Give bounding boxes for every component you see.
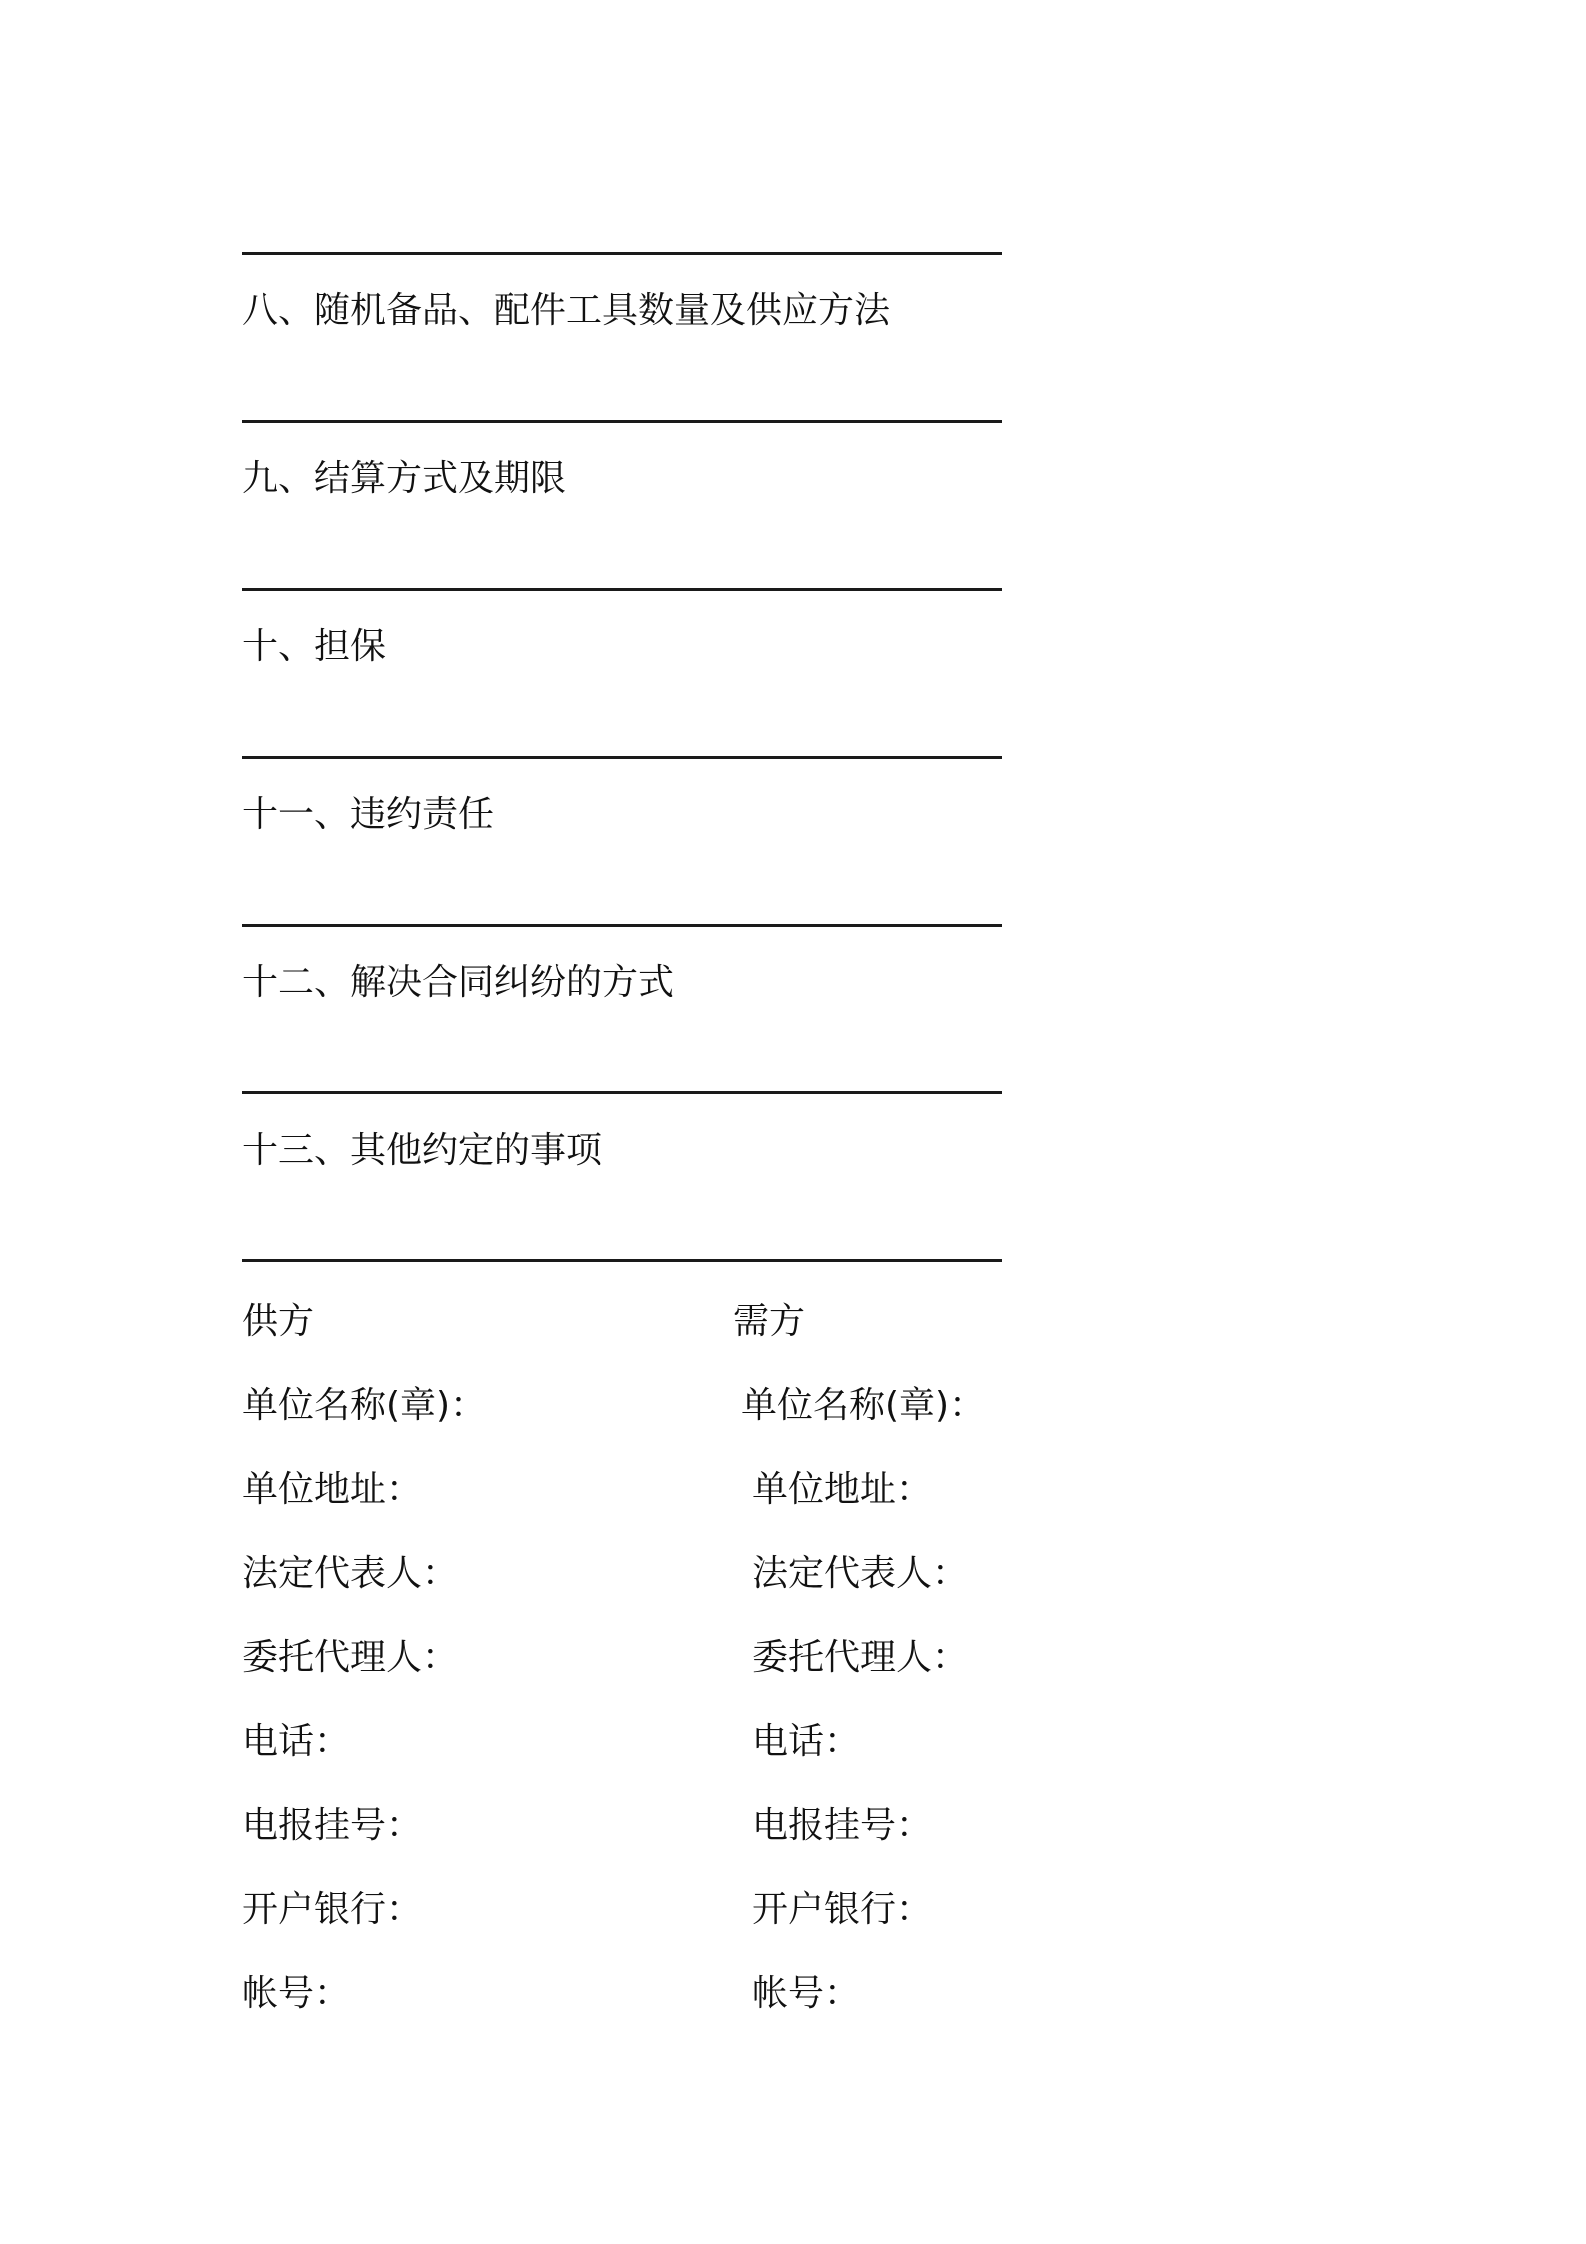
supplier-field: 单位名称(章)：: [242, 1385, 487, 1426]
blank-line: [242, 756, 1002, 759]
buyer-field: 委托代理人：: [752, 1637, 969, 1678]
section-heading: 九、结算方式及期限: [242, 458, 567, 499]
buyer-field: 电话：: [752, 1721, 861, 1762]
supplier-field: 单位地址：: [242, 1469, 423, 1510]
buyer-field: 法定代表人：: [752, 1553, 969, 1594]
supplier-field: 法定代表人：: [242, 1553, 459, 1594]
supplier-field: 电报挂号：: [242, 1805, 423, 1846]
supplier-title: 供方: [242, 1301, 315, 1342]
buyer-field: 电报挂号：: [752, 1805, 933, 1846]
section-heading: 十一、违约责任: [242, 794, 495, 835]
blank-line: [242, 252, 1002, 255]
section-heading: 十二、解决合同纠纷的方式: [242, 962, 675, 1003]
supplier-field: 电话：: [242, 1721, 351, 1762]
section-heading: 十三、其他约定的事项: [242, 1130, 603, 1171]
supplier-field: 委托代理人：: [242, 1637, 459, 1678]
buyer-field: 开户银行：: [752, 1889, 933, 1930]
section-heading: 十、担保: [242, 626, 387, 667]
buyer-field: 单位名称(章)：: [741, 1385, 986, 1426]
blank-line: [242, 1091, 1002, 1094]
blank-line: [242, 420, 1002, 423]
blank-line: [242, 588, 1002, 591]
buyer-field: 帐号：: [752, 1973, 861, 2014]
supplier-field: 开户银行：: [242, 1889, 423, 1930]
buyer-title: 需方: [733, 1301, 806, 1342]
supplier-field: 帐号：: [242, 1973, 351, 2014]
blank-line: [242, 924, 1002, 927]
blank-line: [242, 1259, 1002, 1262]
buyer-field: 单位地址：: [752, 1469, 933, 1510]
section-heading: 八、随机备品、配件工具数量及供应方法: [242, 290, 891, 331]
